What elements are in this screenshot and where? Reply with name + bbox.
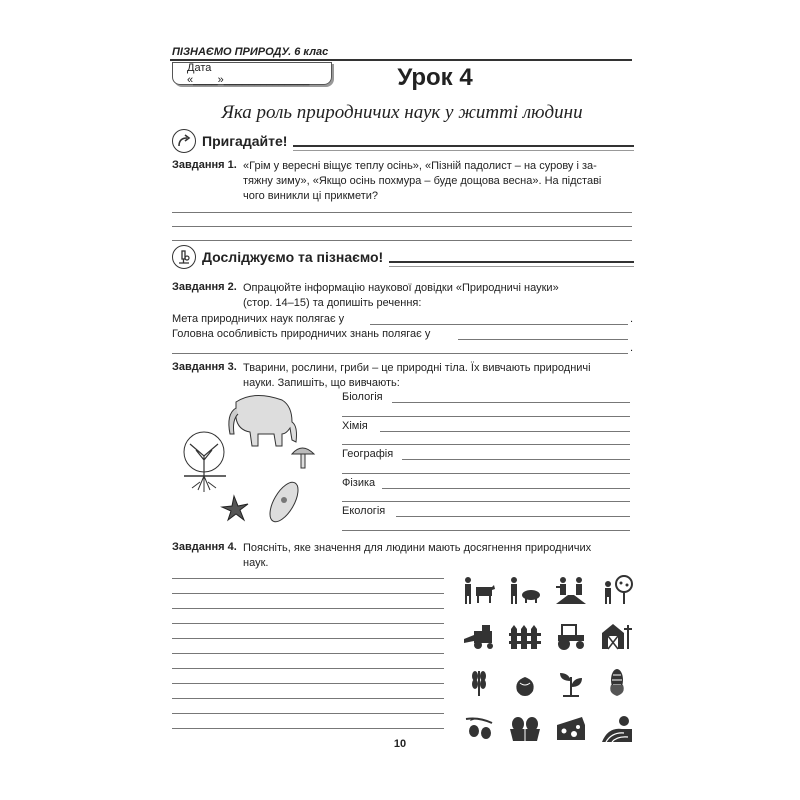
tree-icon [184,432,226,492]
science-ecology: Екологія [342,505,386,517]
task3-line2: науки. Запишіть, що вивчають: [243,377,400,389]
microscope-icon [172,245,196,269]
header-title: ПІЗНАЄМО ПРИРОДУ. 6 клас [172,46,329,58]
tractor-icon [554,620,588,652]
section-recall-title: Пригадайте! [202,133,288,149]
date-field[interactable] [172,62,332,85]
farmers-field-icon [554,574,588,606]
sprout-icon [554,666,588,698]
task4-line2: наук. [243,557,269,569]
task2-line2: (стор. 14–15) та допишіть речення: [243,297,422,309]
answer-line[interactable] [342,444,630,445]
task1-label: Завдання 1. [172,159,237,171]
fence-icon [508,620,542,652]
task4-text [243,541,633,571]
science-biology: Біологія [342,391,383,403]
date-label: Дата «____»______________ [187,61,310,86]
task2-text [243,281,633,311]
starfish-icon [222,496,248,520]
answer-line[interactable] [172,713,444,714]
answer-line[interactable] [458,339,628,340]
nature-illustration [174,390,326,530]
answer-line[interactable] [172,683,444,684]
science-geography: Географія [342,448,394,460]
onion-icon [508,666,542,698]
answer-line[interactable] [172,638,444,639]
lesson-title: Урок 4 [397,64,473,91]
answer-line[interactable] [342,501,630,502]
science-chemistry: Хімія [342,420,368,432]
page-number: 10 [393,738,407,750]
olives-icon [462,712,496,744]
barn-icon [600,620,634,652]
field-sun-icon [600,712,634,744]
answer-line[interactable] [172,728,444,729]
answer-line[interactable] [172,593,444,594]
task3-line1: Тварини, рослини, гриби – це природні тіла. Їх вивчають природничі [243,362,591,374]
section-explore-title: Досліджуємо та пізнаємо! [202,249,384,265]
agriculture-icons [462,574,634,744]
task4-label: Завдання 4. [172,541,237,553]
task4-line1: Поясніть, яке значення для людини мають досягнення природничих [243,542,592,554]
paramecium-icon [264,478,303,526]
answer-line[interactable] [342,530,630,531]
answer-line[interactable] [392,402,630,403]
answer-line[interactable] [172,668,444,669]
science-physics: Фізика [342,477,376,489]
answer-line[interactable] [382,488,630,489]
answer-line[interactable] [172,578,444,579]
elephant-icon [229,395,297,446]
task1-line2: тяжну зиму», «Якщо осінь похмура – буде дощова весна». На підставі [243,175,602,187]
answer-line[interactable] [172,353,628,354]
answer-line[interactable] [172,240,632,241]
harvester-icon [462,620,496,652]
recall-arrow-icon [172,129,196,153]
section-recall [172,129,634,153]
corn-icon [600,666,634,698]
task1-line3: чого виникли ці прикмети? [243,190,379,202]
answer-line[interactable] [172,698,444,699]
answer-line[interactable] [172,623,444,624]
task3-text [243,361,633,391]
eggs-icon [508,712,542,744]
farmer-cow-icon [462,574,496,606]
mushroom-icon [292,448,314,468]
farmer-pig-icon [508,574,542,606]
wheat-icon [462,666,496,698]
task2-line1: Опрацюйте інформацію наукової довідки «Природничі науки» [243,282,559,294]
answer-line[interactable] [342,473,630,474]
task2-sentence2: Головна особливість природничих знань полягає у [172,328,431,340]
task1-line1: «Грім у вересні віщує теплу осінь», «Пізній падолист – на сурову і за- [243,160,597,172]
answer-line[interactable] [380,431,630,432]
section-explore [172,245,634,269]
cheese-icon [554,712,588,744]
answer-line[interactable] [370,324,628,325]
section-rule [293,145,634,151]
task3-label: Завдання 3. [172,361,237,373]
section-rule [389,261,634,267]
task1-text [243,159,633,204]
task2-sentence1: Мета природничих наук полягає у [172,313,345,325]
farmer-tree-icon [600,574,634,606]
task4-answer-lines [172,578,444,729]
answer-line[interactable] [172,608,444,609]
answer-line[interactable] [396,516,630,517]
task2-label: Завдання 2. [172,281,237,293]
answer-line[interactable] [172,226,632,227]
lesson-topic: Яка роль природничих наук у житті людини [221,102,583,123]
answer-line[interactable] [172,653,444,654]
answer-line[interactable] [172,212,632,213]
answer-line[interactable] [402,459,630,460]
answer-line[interactable] [342,416,630,417]
